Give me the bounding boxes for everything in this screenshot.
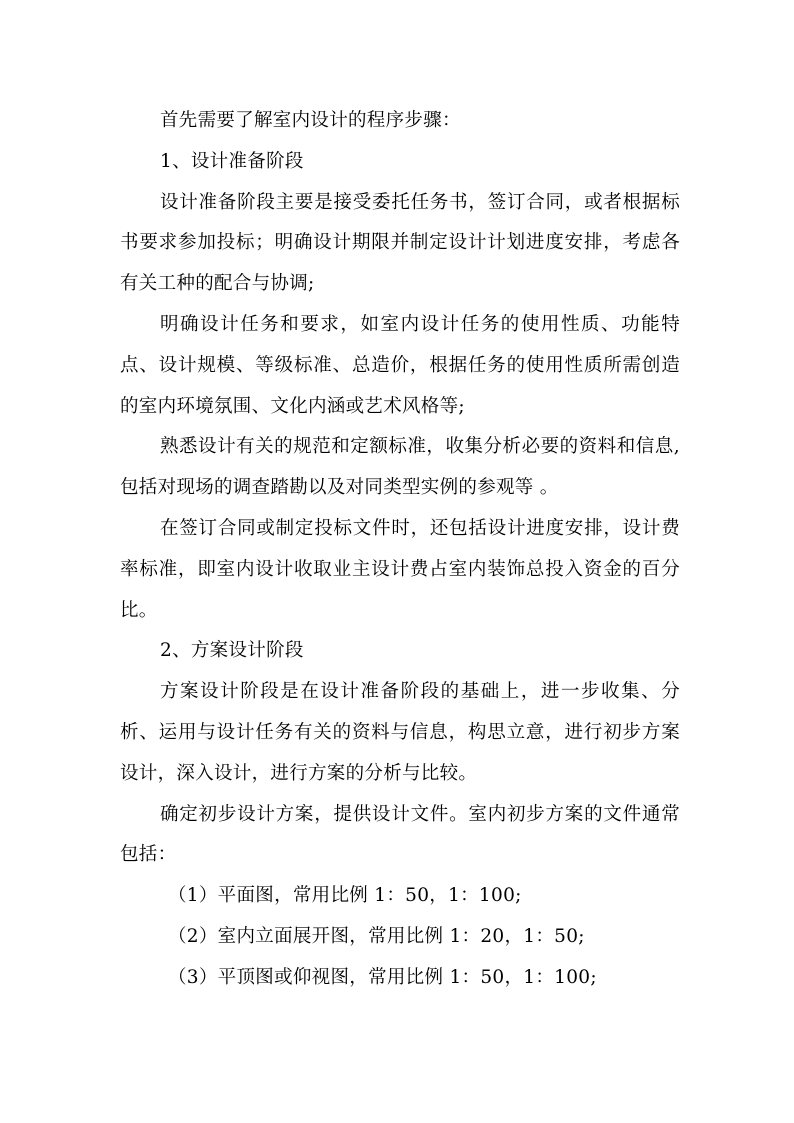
list-item-ceiling-plan: （3）平顶图或仰视图，常用比例 1：50，1：100; [168, 966, 597, 988]
section-1-paragraph-2: 明确设计任务和要求，如室内设计任务的使用性质、功能特点、设计规模、等级标准、总造价，根据任务的使用性质所需创造的室内环境氛围、文化内涵或艺术风格等; [120, 313, 680, 417]
list-item-elevation: （2）室内立面展开图，常用比例 1：20，1：50; [168, 925, 585, 947]
section-1-paragraph-3: 熟悉设计有关的规范和定额标准，收集分析必要的资料和信息,包括对现场的调查踏勘以及对同类型实例的参观等 。 [120, 436, 680, 499]
section-1-paragraph-4: 在签订合同或制定投标文件时，还包括设计进度安排，设计费率标准，即室内设计收取业主设计费占室内装饰总投入资金的百分比。 [120, 517, 680, 621]
section-2-paragraph-2: 确定初步设计方案，提供设计文件。室内初步方案的文件通常包括： [120, 803, 680, 866]
document-body [120, 101, 680, 999]
section-2-paragraph-1: 方案设计阶段是在设计准备阶段的基础上，进一步收集、分析、运用与设计任务有关的资料与信息，构思立意，进行初步方案设计，深入设计，进行方案的分析与比较。 [120, 681, 680, 784]
list-item-floor-plan: （1）平面图，常用比例 1：50，1：100; [168, 885, 522, 907]
intro-paragraph: 首先需要了解室内设计的程序步骤： [160, 110, 461, 131]
section-1-heading: 1、设计准备阶段 [160, 150, 304, 172]
section-1-paragraph-1: 设计准备阶段主要是接受委托任务书，签订合同，或者根据标书要求参加投标；明确设计期限并制定设计计划进度安排，考虑各有关工种的配合与协调; [120, 191, 680, 295]
section-2-heading: 2、方案设计阶段 [160, 640, 304, 662]
